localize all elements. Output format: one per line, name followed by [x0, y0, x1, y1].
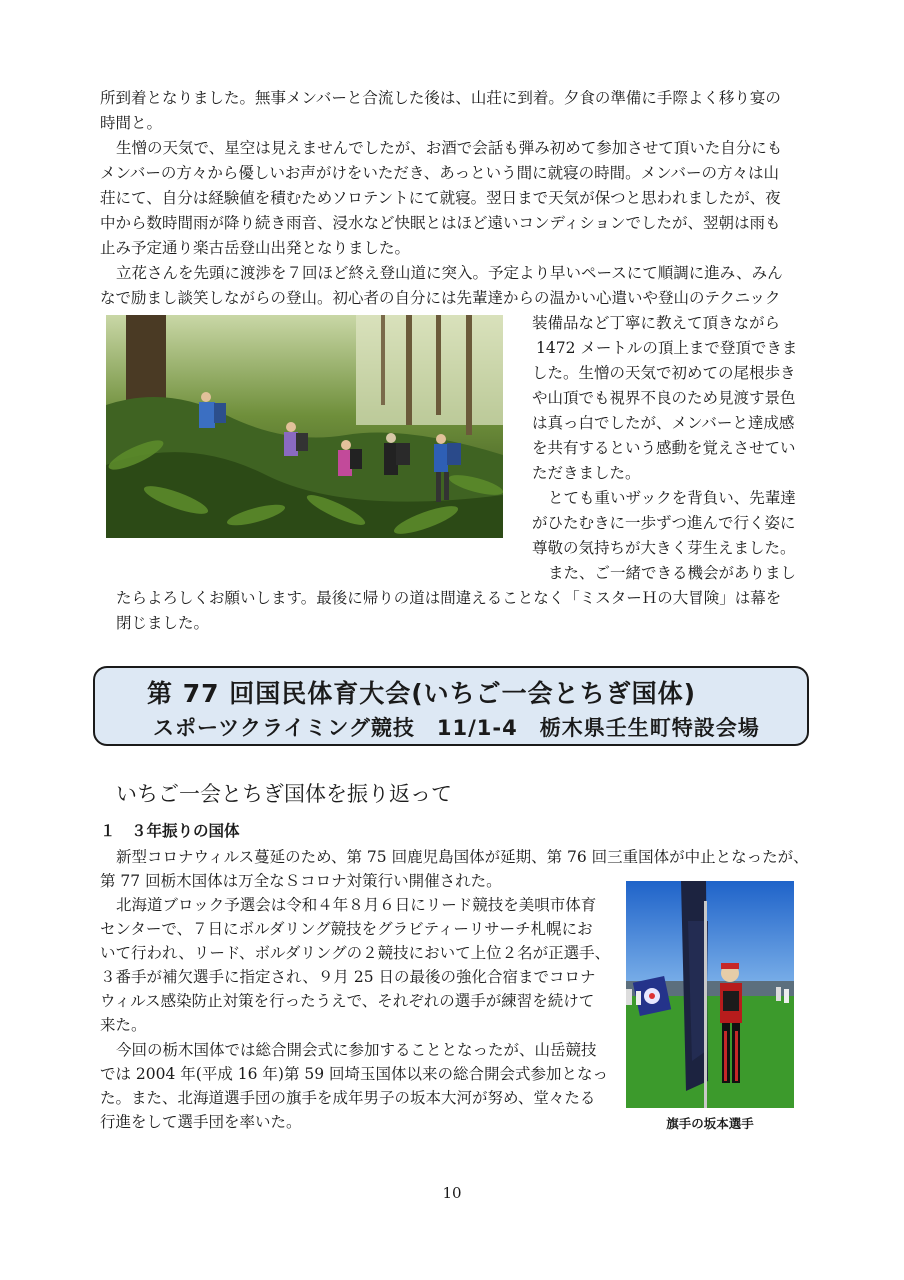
- article-line: いて行われ、リード、ボルダリングの２競技において上位２名が正選手、: [100, 944, 611, 962]
- closing-line: 閉じました。: [116, 614, 210, 632]
- hiking-photo: [106, 315, 503, 538]
- side-line: とても重いザックを背負い、先輩達: [548, 489, 796, 507]
- intro-line: 時間と。: [100, 114, 163, 132]
- photo-caption: 旗手の坂本選手: [666, 1116, 754, 1131]
- page-number: 10: [442, 1184, 462, 1202]
- intro-line: 中から数時間雨が降り続き雨音、浸水など快眠とはほど遠いコンディションでしたが、翌朝は雨も: [100, 214, 781, 232]
- article-heading: いちご一会とちぎ国体を振り返って: [116, 782, 452, 806]
- article-line: ３番手が補欠選手に指定され、９月 25 日の最後の強化合宿までコロナ: [100, 968, 596, 986]
- side-line: 尊敬の気持ちが大きく芽生えました。: [532, 539, 796, 557]
- article-line: 第 77 回栃木国体は万全なＳコロナ対策行い開催された。: [100, 872, 502, 890]
- side-line: を共有するという感動を覚えさせてい: [532, 439, 796, 457]
- article-line: ウィルス感染防止対策を行ったうえで、それぞれの選手が練習を続けて: [100, 992, 595, 1010]
- article-line: センターで、７日にボルダリング競技をグラビティーリサーチ札幌にお: [100, 920, 593, 938]
- banner-subtitle: スポーツクライミング競技 11/1-4 栃木県壬生町特設会場: [153, 716, 760, 740]
- banner-title: 第 77 回国民体育大会(いちご一会とちぎ国体): [147, 679, 697, 708]
- side-line: ただきました。: [532, 464, 641, 482]
- intro-line: 生憎の天気で、星空は見えませんでしたが、お酒で会話も弾み初めて参加させて頂いた自分にも: [116, 139, 783, 157]
- article-line: では 2004 年(平成 16 年)第 59 回埼玉国体以来の総合開会式参加となっ: [100, 1065, 609, 1083]
- intro-line: 荘にて、自分は経験値を積むためソロテントにて就寝。翌日まで天気が保つと思われましたが、夜: [100, 189, 781, 207]
- side-line: 装備品など丁寧に教えて頂きながら: [532, 314, 781, 332]
- article-line: 行進をして選手団を率いた。: [100, 1113, 302, 1131]
- closing-line: たらよろしくお願いします。最後に帰りの道は間違えることなく「ミスターＨの大冒険」は幕を: [116, 589, 782, 607]
- article-line: 新型コロナウィルス蔓延のため、第 75 回鹿児島国体が延期、第 76 回三重国体が中止となったが、: [116, 848, 809, 866]
- intro-line: 止み予定通り楽古岳登山出発となりました。: [100, 239, 411, 257]
- section-heading: １ ３年振りの国体: [100, 822, 240, 840]
- side-line: 1472 メートルの頂上まで登頂できま: [536, 339, 798, 357]
- article-line: 今回の栃木国体では総合開会式に参加することとなったが、山岳競技: [116, 1041, 597, 1059]
- article-line: た。また、北海道選手団の旗手を成年男子の坂本大河が努め、堂々たる: [100, 1089, 596, 1107]
- intro-line: 所到着となりました。無事メンバーと合流した後は、山荘に到着。夕食の準備に手際よく移り宴の: [100, 89, 781, 107]
- side-line: は真っ白でしたが、メンバーと達成感: [532, 414, 795, 432]
- side-line: した。生憎の天気で初めての尾根歩き: [532, 364, 796, 382]
- flag-bearer-photo: [626, 881, 794, 1108]
- intro-line: なで励まし談笑しながらの登山。初心者の自分には先輩達からの温かい心遣いや登山のテクニック: [100, 289, 781, 307]
- event-banner: [93, 666, 809, 746]
- intro-line: メンバーの方々から優しいお声がけをいただき、あっという間に就寝の時間。メンバーの方々は山: [100, 164, 780, 182]
- article-line: 来た。: [100, 1016, 147, 1034]
- side-line: また、ご一緒できる機会がありまし: [548, 564, 797, 582]
- side-line: や山頂でも視界不良のため見渡す景色: [532, 389, 796, 407]
- intro-line: 立花さんを先頭に渡渉を７回ほど終え登山道に突入。予定より早いペースにて順調に進み、みん: [116, 264, 783, 282]
- side-line: がひたむきに一歩ずつ進んで行く姿に: [532, 514, 796, 532]
- article-line: 北海道ブロック予選会は令和４年８月６日にリード競技を美唄市体育: [116, 896, 597, 914]
